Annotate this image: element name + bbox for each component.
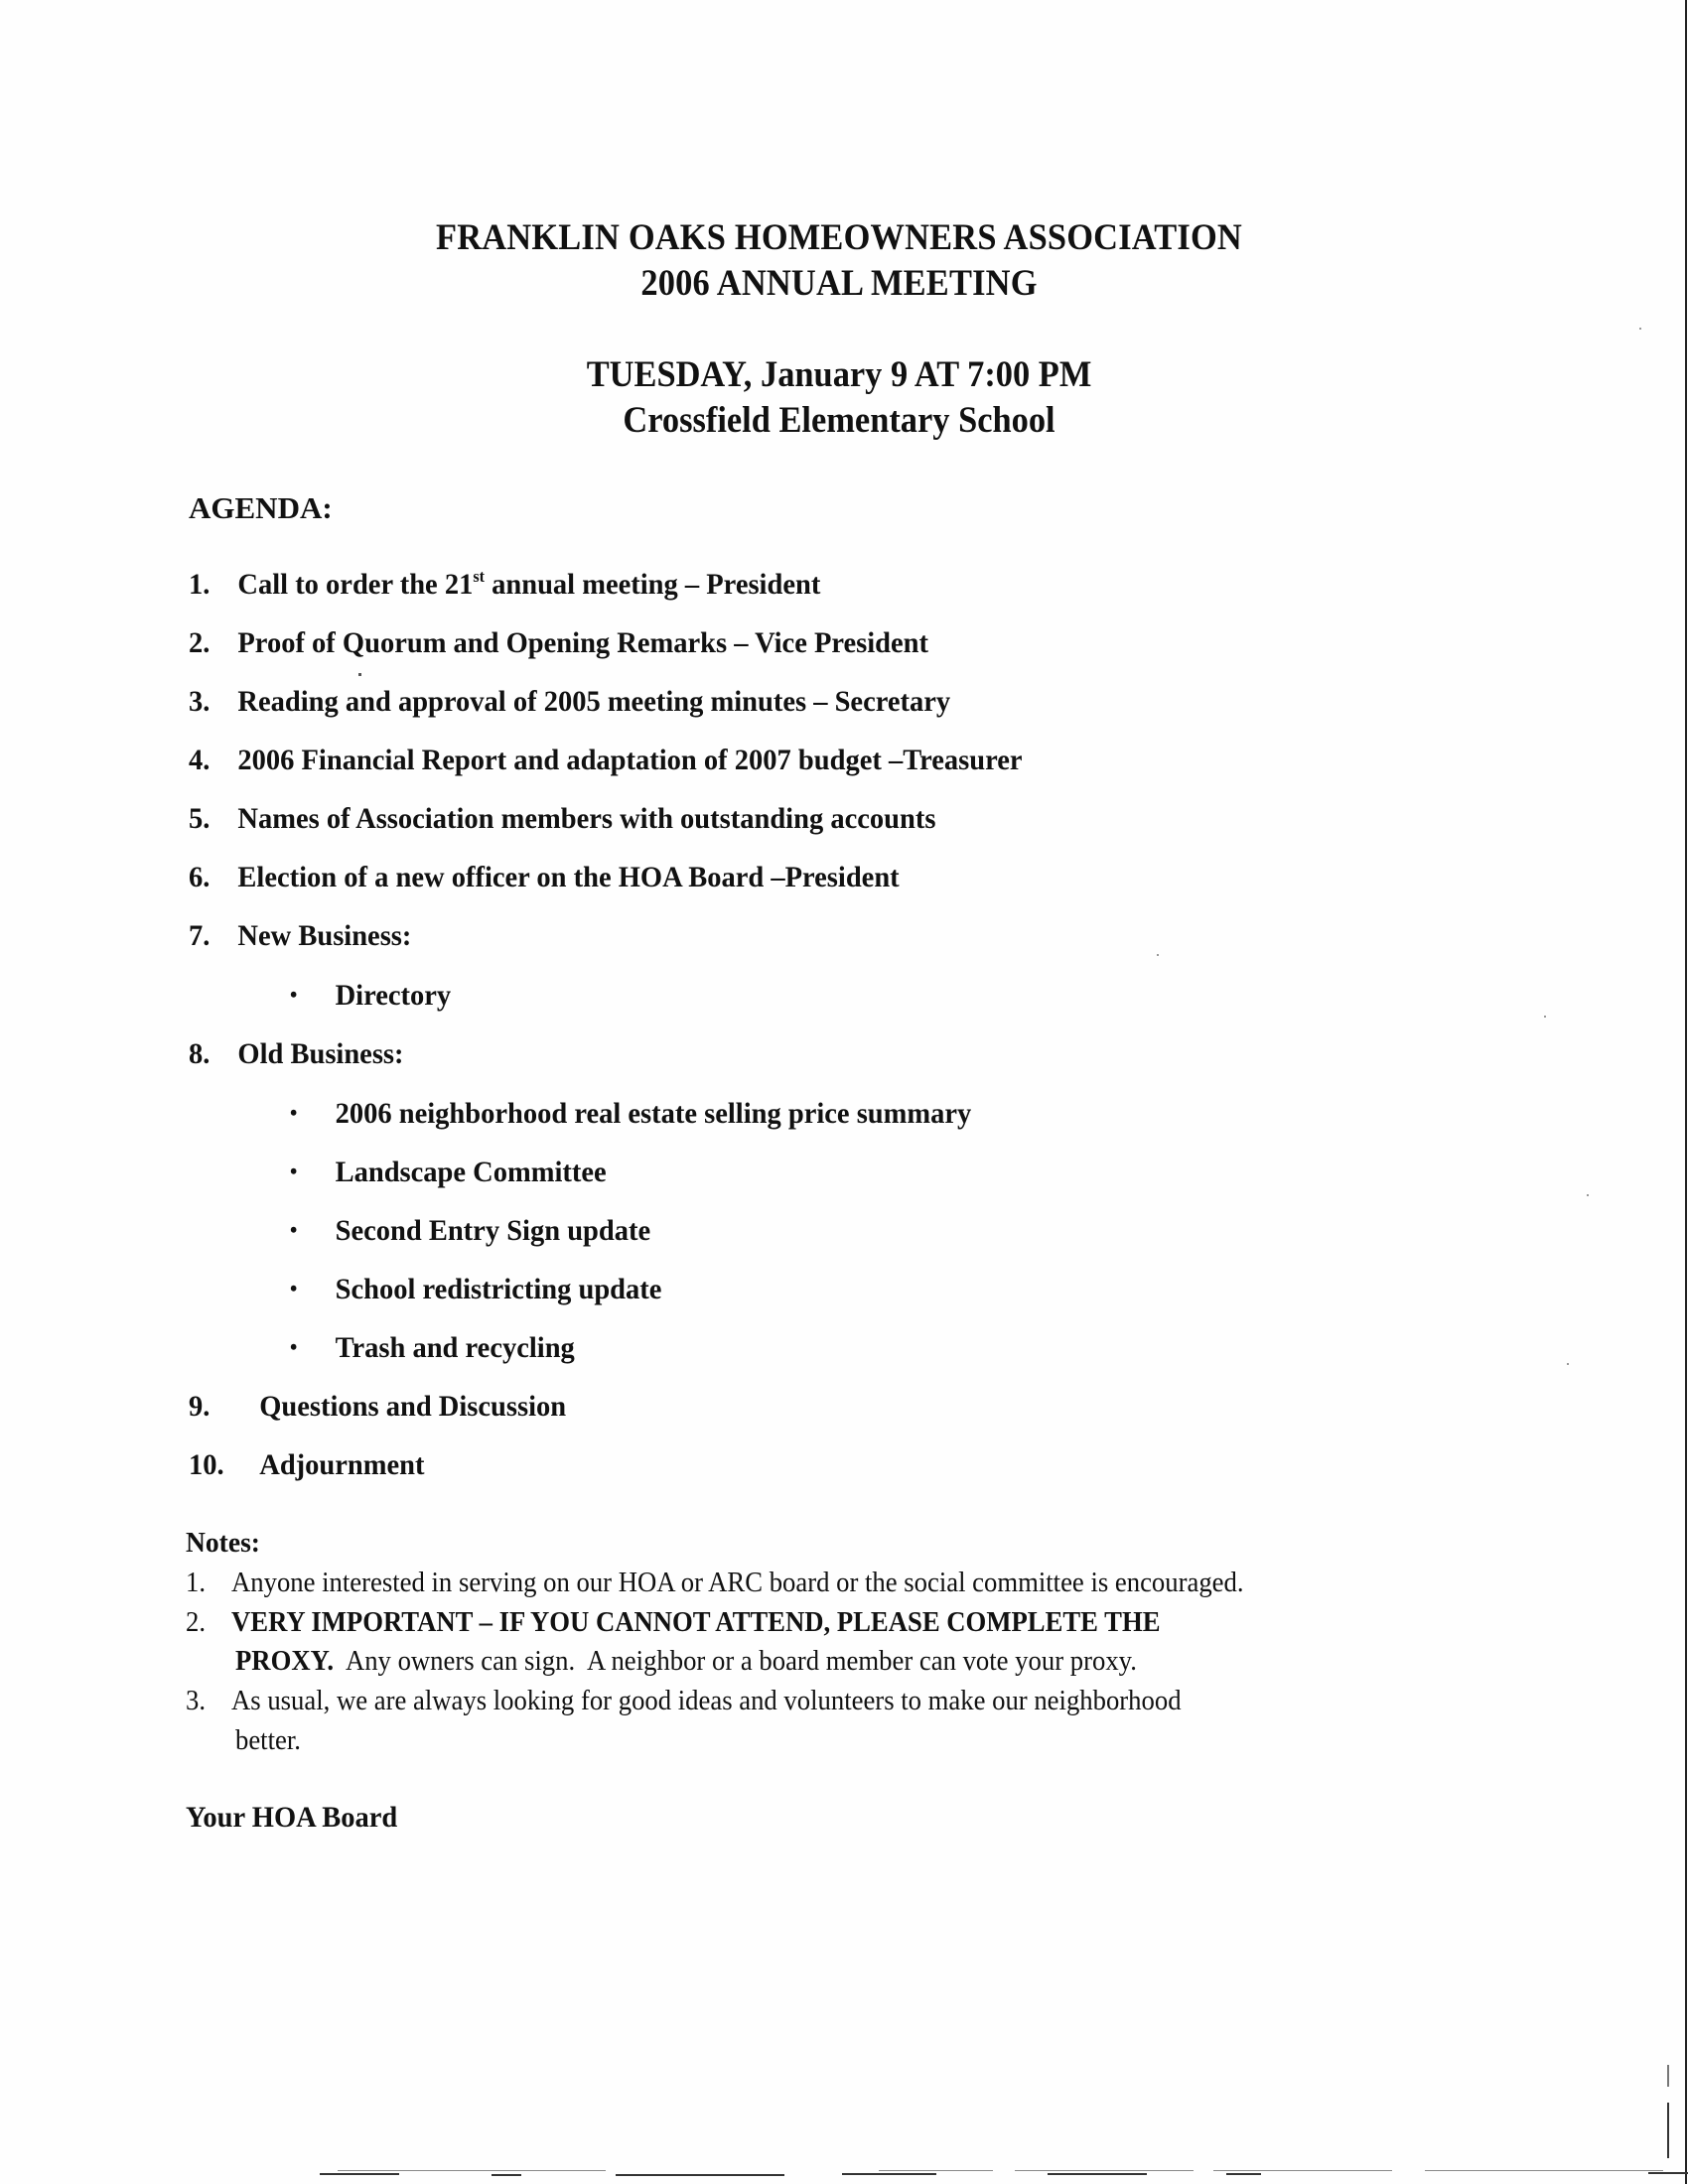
item-text: Proof of Quorum and Opening Remarks – Vice President: [237, 626, 929, 659]
scan-speck: [1544, 1016, 1546, 1018]
item-text: Old Business:: [237, 1037, 404, 1070]
note-item-continuation: [235, 1645, 1137, 1678]
agenda-item: [189, 802, 935, 836]
bullet-icon: •: [290, 1100, 298, 1125]
meeting-location: Crossfield Elementary School: [623, 400, 1055, 441]
scan-line: [1226, 2173, 1261, 2175]
bullet-icon: •: [290, 1217, 298, 1242]
scan-line: [492, 2174, 521, 2176]
note-emphasis: VERY IMPORTANT – IF YOU CANNOT ATTEND, PLEASE COMPLETE THE: [231, 1606, 1161, 1638]
item-number: 6.: [189, 861, 211, 893]
agenda-item: [189, 568, 820, 602]
subitem-text: Second Entry Sign update: [335, 1214, 651, 1247]
item-text: New Business:: [237, 919, 412, 952]
scan-line: [1425, 2170, 1663, 2171]
scan-line: [1048, 2173, 1147, 2175]
item-text: Names of Association members with outstanding accounts: [237, 802, 936, 835]
bullet-icon: •: [290, 1159, 298, 1183]
note-text: As usual, we are always looking for good ideas and volunteers to make our neighborhood: [231, 1685, 1182, 1716]
note-number: 1.: [186, 1567, 207, 1598]
agenda-subitem: [290, 1331, 575, 1365]
item-number: 4.: [189, 744, 211, 776]
agenda-subitem: [290, 1156, 607, 1189]
agenda-heading: AGENDA:: [189, 490, 333, 525]
meeting-title: 2006 ANNUAL MEETING: [640, 263, 1038, 304]
meeting-datetime: TUESDAY, January 9 AT 7:00 PM: [586, 354, 1092, 395]
scan-speck: [358, 673, 361, 676]
note-item: [186, 1567, 1244, 1599]
bullet-icon: •: [290, 982, 298, 1007]
scan-line: [1015, 2170, 1194, 2171]
scan-line: [616, 2174, 784, 2176]
scan-speck: [1587, 1194, 1589, 1196]
scan-line: [879, 2170, 993, 2171]
subitem-text: School redistricting update: [335, 1273, 662, 1305]
subitem-text: Landscape Committee: [335, 1156, 607, 1188]
note-text: Anyone interested in serving on our HOA or ARC board or the social committee is encouraged.: [231, 1567, 1244, 1598]
agenda-item: [189, 1037, 404, 1071]
agenda-subitem: [290, 1097, 971, 1131]
note-item: [186, 1606, 1161, 1639]
note-item-continuation: better.: [235, 1724, 301, 1756]
note-number: 2.: [186, 1606, 207, 1638]
item-number: 2.: [189, 626, 211, 659]
note-text: Any owners can sign. A neighbor or a board member can vote your proxy.: [334, 1645, 1137, 1677]
signoff: Your HOA Board: [186, 1801, 398, 1834]
agenda-item: [189, 626, 928, 660]
item-number: 5.: [189, 802, 211, 835]
notes-heading: Notes:: [186, 1527, 260, 1559]
ordinal-suffix: st: [473, 567, 486, 586]
bullet-icon: •: [290, 1276, 298, 1300]
item-text: Reading and approval of 2005 meeting minutes – Secretary: [237, 685, 951, 718]
subitem-text: Directory: [335, 979, 452, 1012]
agenda-item: [189, 685, 950, 719]
item-number: 9.: [189, 1390, 211, 1423]
scan-line: [338, 2170, 606, 2171]
item-text: 2006 Financial Report and adaptation of 2007 budget –Treasurer: [237, 744, 1023, 776]
scan-line: [320, 2173, 399, 2175]
note-number: 3.: [186, 1685, 207, 1716]
scan-speck: [1567, 1363, 1569, 1365]
scan-edge-line: [1685, 0, 1687, 2184]
item-number: 3.: [189, 685, 211, 718]
agenda-subitem: [290, 1273, 661, 1306]
agenda-subitem: [290, 979, 451, 1013]
scan-line: [1648, 2172, 1688, 2174]
scan-line: [842, 2173, 936, 2175]
item-text: Adjournment: [259, 1448, 425, 1481]
agenda-item: [189, 1390, 566, 1424]
agenda-item: [189, 1448, 425, 1482]
org-title: FRANKLIN OAKS HOMEOWNERS ASSOCIATION: [436, 217, 1242, 258]
bullet-icon: •: [290, 1334, 298, 1359]
agenda-item: [189, 744, 1023, 777]
subitem-text: 2006 neighborhood real estate selling price summary: [335, 1097, 972, 1130]
item-number: 8.: [189, 1037, 211, 1070]
scan-line: [1213, 2170, 1392, 2171]
note-emphasis: PROXY.: [235, 1645, 335, 1677]
agenda-item: [189, 861, 900, 894]
item-number: 1.: [189, 568, 211, 601]
item-text: Election of a new officer on the HOA Board –President: [237, 861, 900, 893]
scan-speck: [1639, 328, 1641, 330]
item-number: 10.: [189, 1448, 224, 1481]
note-item: [186, 1685, 1182, 1717]
agenda-subitem: [290, 1214, 650, 1248]
item-text: Questions and Discussion: [259, 1390, 567, 1423]
scan-mark: [1667, 2103, 1669, 2158]
item-text-cont: annual meeting – President: [485, 568, 821, 601]
item-number: 7.: [189, 919, 211, 952]
item-text: Call to order the 21: [237, 568, 474, 601]
agenda-item: [189, 919, 411, 953]
scan-speck: [1157, 954, 1159, 956]
subitem-text: Trash and recycling: [335, 1331, 575, 1364]
scan-mark: [1667, 2065, 1669, 2087]
